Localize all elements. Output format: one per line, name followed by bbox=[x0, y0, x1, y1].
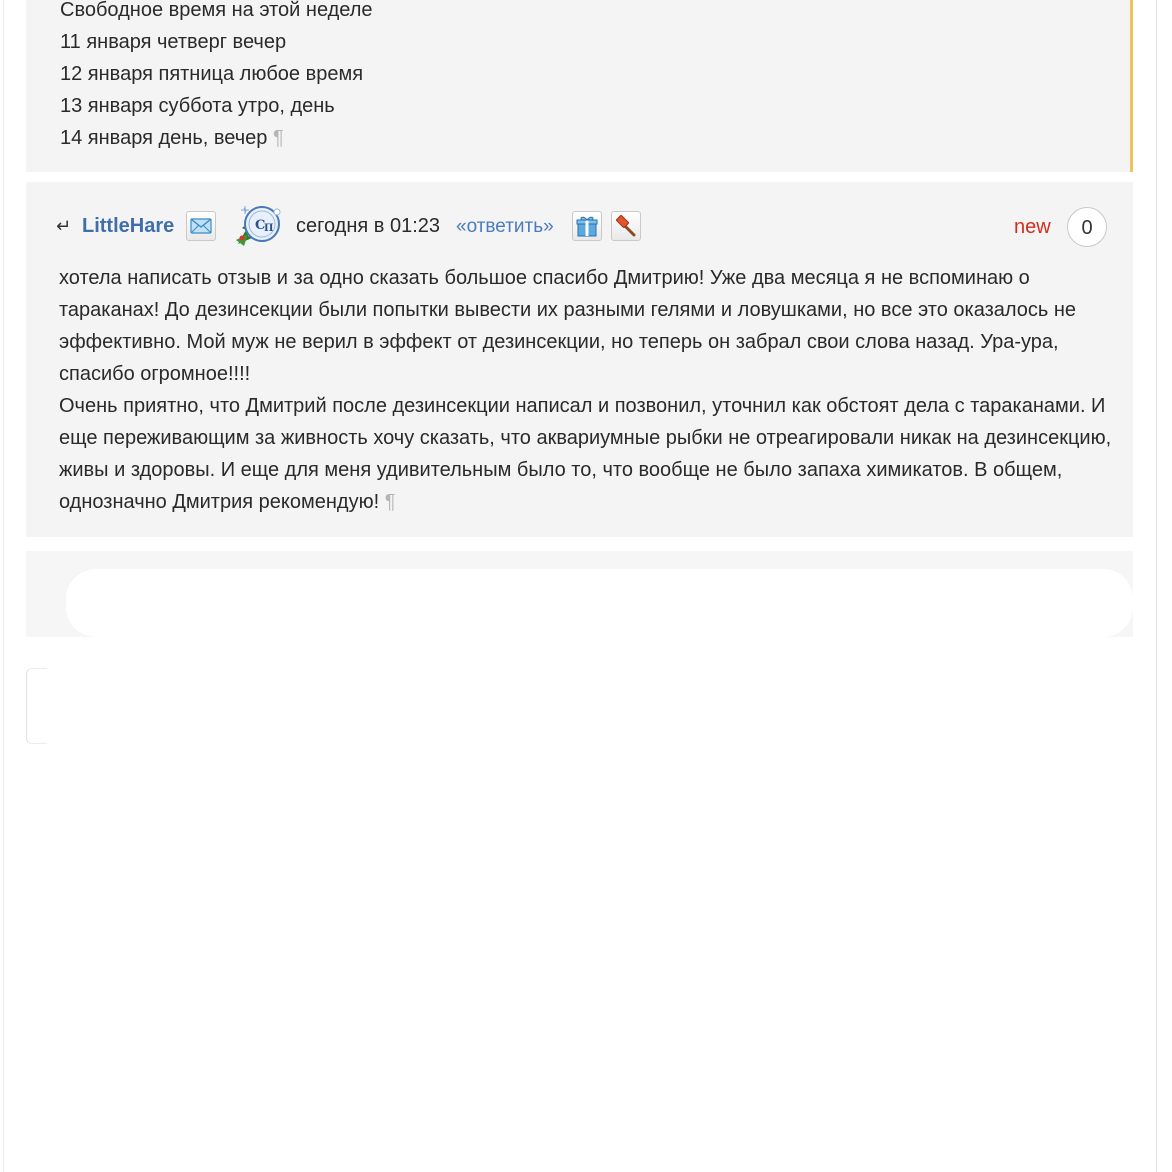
comment-paragraph: хотела написать отзыв и за одно сказать большое спасибо Дмитрию! Уже два месяца я не вспоминаю о тараканах! До дезинсекции были попытки вывести их разными гелями и ловушками, но все это оказалось не эффективно. Мой муж не верил в эффект от дезинсекции, но теперь он забрал свои слова назад. Ура-ура, спасибо огромное!!!! bbox=[59, 267, 1077, 385]
obscured-overlay bbox=[66, 569, 1133, 637]
obscured-post bbox=[26, 551, 1133, 637]
comment-paragraph-last bbox=[59, 390, 1131, 518]
previous-post bbox=[26, 0, 1133, 172]
obscured-input-edge bbox=[26, 668, 47, 744]
schedule-line-last bbox=[60, 126, 284, 150]
pilcrow-mark: ¶ bbox=[272, 127, 284, 149]
schedule-line-text: 14 января день, вечер bbox=[60, 127, 268, 149]
comment-timestamp: сегодня в 01:23 bbox=[296, 215, 440, 237]
new-badge: new bbox=[1014, 216, 1051, 238]
comment-paragraph-text: Очень приятно, что Дмитрий после дезинсекции написал и позвонил, уточнил как обстоят дела с тараканами. И еще переживающим за живность хочу сказать, что аквариумные рыбки не отреагировали никак на дезинсекцию, живы и здоровы. И еще для меня удивительным было то, что вообще не было запаха химикатов. В общем, однозначно Дмитрия рекомендую! bbox=[59, 395, 1112, 513]
comment-body bbox=[59, 262, 1131, 518]
page-left-border bbox=[3, 0, 4, 1172]
svg-text:С: С bbox=[255, 218, 266, 233]
schedule-line: 12 января пятница любое время bbox=[60, 63, 364, 85]
reply-to-parent-arrow[interactable]: ↵ bbox=[56, 216, 72, 236]
author-link[interactable]: LittleHare bbox=[82, 215, 175, 237]
schedule-line: 11 января четверг вечер bbox=[60, 31, 287, 53]
schedule-line: 13 января суббота утро, день bbox=[60, 95, 335, 117]
snowflake-avatar[interactable] bbox=[232, 200, 286, 250]
svg-text:П: П bbox=[264, 223, 274, 234]
new-post-accent-bar bbox=[1130, 0, 1133, 172]
page-right-border bbox=[1156, 0, 1157, 1172]
gift-icon[interactable] bbox=[572, 211, 602, 241]
comment-post bbox=[26, 182, 1133, 537]
schedule-heading: Свободное время на этой неделе bbox=[60, 0, 373, 21]
rating-counter[interactable]: 0 bbox=[1067, 207, 1107, 247]
comment-meta-row bbox=[26, 204, 1133, 254]
pilcrow-mark: ¶ bbox=[384, 491, 396, 513]
mail-icon[interactable] bbox=[186, 211, 216, 241]
hammer-icon[interactable] bbox=[611, 211, 641, 241]
reply-link[interactable]: «ответить» bbox=[456, 216, 554, 237]
